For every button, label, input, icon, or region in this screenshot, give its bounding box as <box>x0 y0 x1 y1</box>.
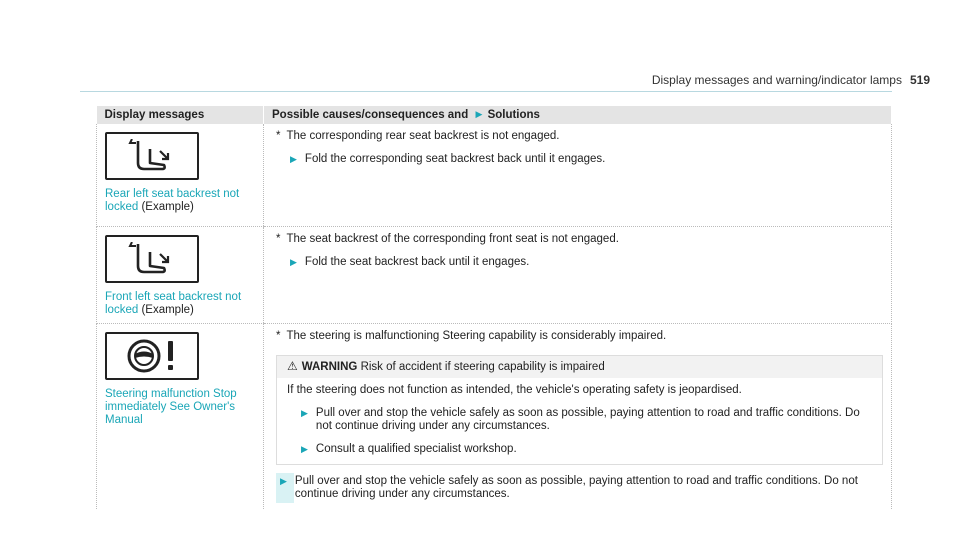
solution-text: Fold the corresponding seat backrest back until it engages. <box>304 153 606 165</box>
arrow-bullet-icon: ▶ <box>301 443 308 454</box>
cause-cell <box>264 124 892 226</box>
star-marker: * <box>276 329 281 342</box>
solution-step <box>276 473 883 503</box>
section-title: Display messages and warning/indicator lamps <box>651 73 902 87</box>
header-divider <box>80 91 892 92</box>
message-text: Rear left seat backrest not locked <box>105 188 240 213</box>
page-number: 519 <box>909 73 930 87</box>
warning-triangle-icon: ⚠ <box>287 358 298 373</box>
arrow-bullet-icon: ▶ <box>475 109 483 119</box>
warning-header <box>277 356 882 378</box>
warning-step <box>301 407 872 433</box>
arrow-bullet-icon: ▶ <box>290 256 297 267</box>
arrow-bullet-icon: ▶ <box>280 475 287 486</box>
warning-title: Risk of accident if steering capability is impaired <box>360 360 605 373</box>
seat-backrest-icon <box>105 132 199 180</box>
table-row <box>97 226 892 323</box>
warning-text: If the steering does not function as intended, the vehicle's operating safety is jeopardised. <box>287 383 742 396</box>
warning-label: WARNING <box>301 360 358 373</box>
cause-cell <box>264 323 892 509</box>
warning-box <box>276 355 883 465</box>
star-marker: * <box>276 232 281 245</box>
message-cell <box>97 323 264 509</box>
warning-body <box>277 378 882 464</box>
cause-text: The seat backrest of the corresponding front seat is not engaged. <box>286 232 619 245</box>
message-text: Front left seat backrest not locked <box>105 290 242 316</box>
page-header-title <box>652 73 930 87</box>
steering-wheel-warning-icon <box>105 332 199 380</box>
cause-cell <box>264 226 892 323</box>
message-text: Steering malfunction Stop immediately See Owner's Manual <box>105 387 237 426</box>
arrow-bullet-icon: ▶ <box>290 154 297 164</box>
display-messages-table <box>96 106 892 509</box>
table-row <box>97 323 892 509</box>
star-marker: * <box>276 130 281 142</box>
example-note: (Example) <box>141 201 194 213</box>
column-header-messages: Display messages <box>97 106 264 124</box>
warning-step-text: Pull over and stop the vehicle safely as soon as possible, paying attention to road and traffic conditions. Do not continue driving under any circumstances. <box>315 406 860 432</box>
seat-backrest-icon <box>105 235 199 283</box>
cause-text: The corresponding rear seat backrest is not engaged. <box>286 130 560 142</box>
solution-text: Pull over and stop the vehicle safely as soon as possible, paying attention to road and traffic conditions. Do not continue driving under any circumstances. <box>294 474 858 500</box>
example-note: (Example) <box>141 303 194 316</box>
arrow-bullet-icon: ▶ <box>301 407 308 418</box>
column-header-causes <box>264 106 892 124</box>
message-cell <box>97 124 264 226</box>
table-row <box>97 124 892 226</box>
warning-step-text: Consult a qualified specialist workshop. <box>315 442 517 455</box>
message-cell <box>97 226 264 323</box>
solution-text: Fold the seat backrest back until it engages. <box>304 255 530 268</box>
warning-step <box>301 443 872 456</box>
column-header-solutions-label: Solutions <box>487 109 540 121</box>
table-header-row <box>97 106 892 124</box>
solution-step <box>290 256 883 269</box>
cause-text: The steering is malfunctioning Steering capability is considerably impaired. <box>286 329 667 342</box>
column-header-causes-label: Possible causes/consequences and <box>272 109 469 121</box>
solution-step <box>290 153 883 166</box>
